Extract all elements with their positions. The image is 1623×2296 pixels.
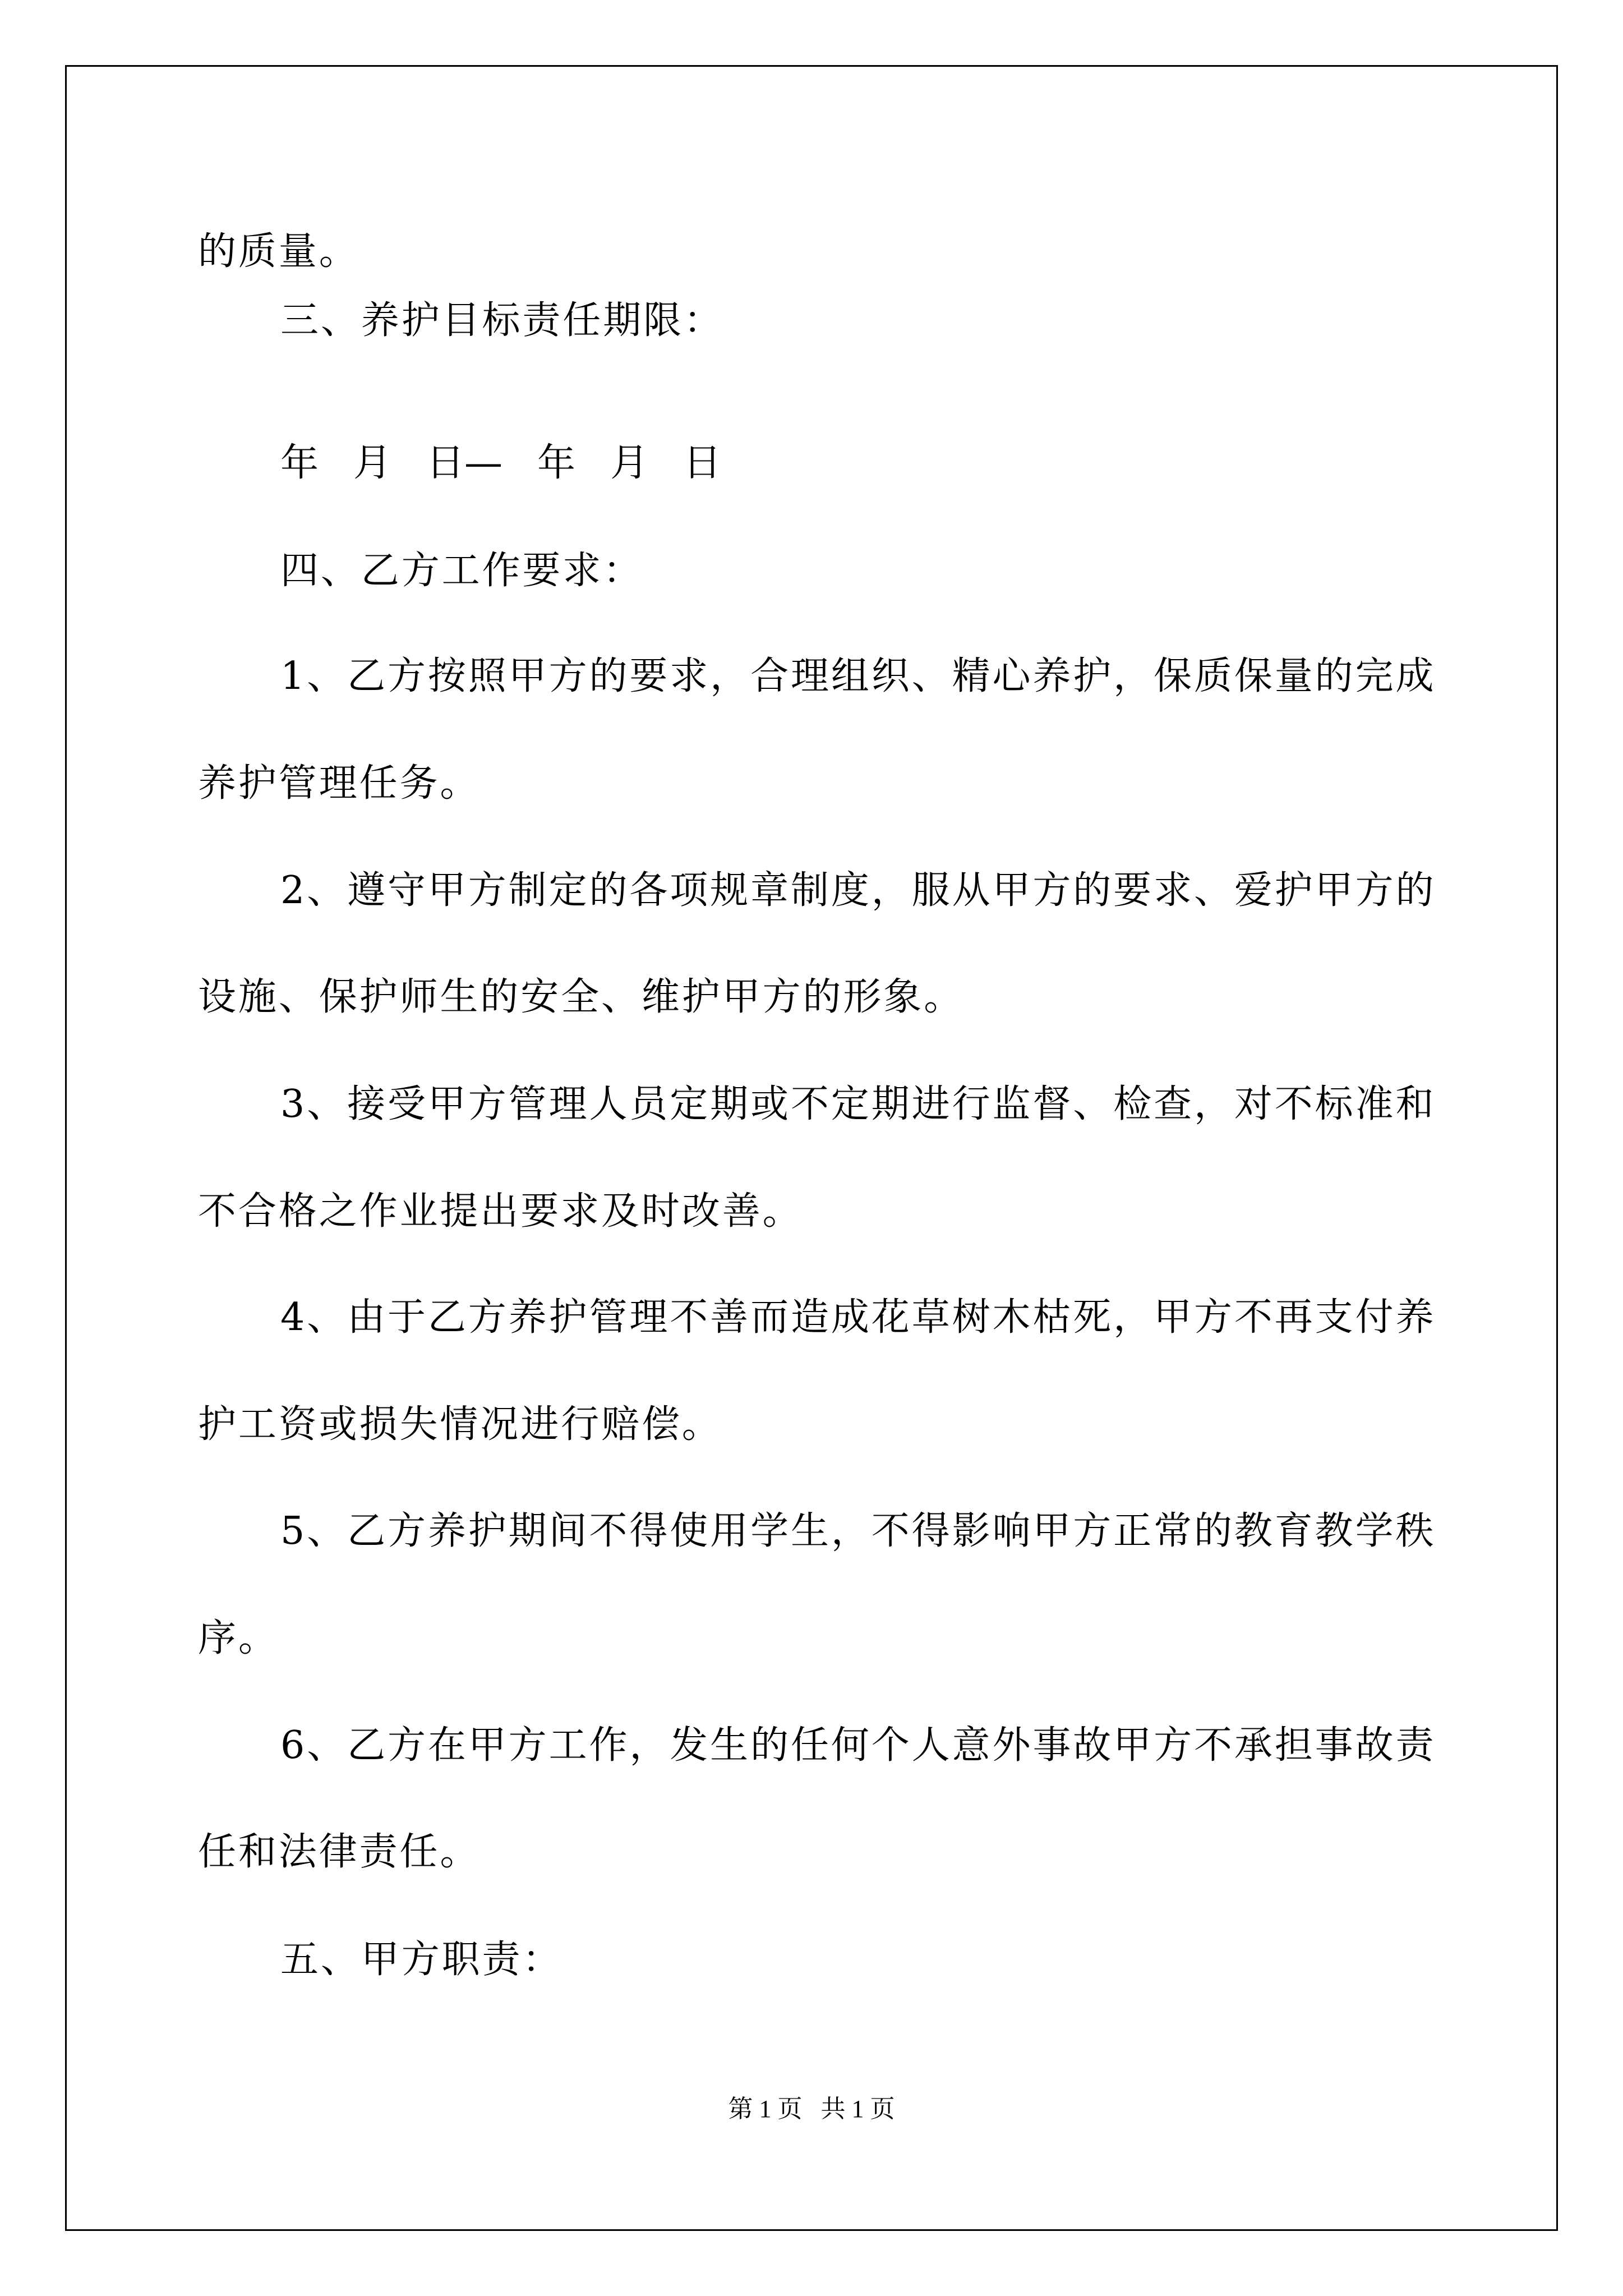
- page-border: [65, 65, 1558, 2231]
- section-three-heading: 三、养护目标责任期限：: [280, 298, 724, 343]
- requirement-1-line-2: 养护管理任务。: [198, 761, 481, 806]
- section-five-heading: 五、甲方职责：: [280, 1938, 563, 1982]
- requirement-3-line-2: 不合格之作业提出要求及时改善。: [198, 1189, 803, 1234]
- text-line-quality-end: 的质量。: [198, 229, 359, 274]
- requirement-4-line-1: 4、由于乙方养护管理不善而造成花草树木枯死，甲方不再支付养: [280, 1295, 1436, 1340]
- date-year-start: 年: [280, 441, 319, 485]
- requirement-2-line-2: 设施、保护师生的安全、维护甲方的形象。: [198, 975, 965, 1019]
- requirement-2-line-1: 2、遵守甲方制定的各项规章制度，服从甲方的要求、爱护甲方的: [280, 868, 1436, 913]
- requirement-5-line-1: 5、乙方养护期间不得使用学生，不得影响甲方正常的教育教学秩: [280, 1509, 1436, 1553]
- date-day-start: 日—: [426, 441, 503, 485]
- date-year-end: 年: [537, 441, 576, 485]
- page-number-footer: 第 1 页 共 1 页: [728, 2095, 895, 2123]
- date-day-end: 日: [683, 441, 722, 485]
- date-range-line: [280, 441, 722, 485]
- requirement-1-line-1: 1、乙方按照甲方的要求，合理组织、精心养护，保质保量的完成: [280, 654, 1436, 698]
- requirement-5-line-2: 序。: [198, 1616, 279, 1660]
- date-month-start: 月: [353, 441, 392, 485]
- requirement-6-line-1: 6、乙方在甲方工作，发生的任何个人意外事故甲方不承担事故责: [280, 1723, 1436, 1768]
- requirement-3-line-1: 3、接受甲方管理人员定期或不定期进行监督、检查，对不标准和: [280, 1082, 1436, 1126]
- requirement-6-line-2: 任和法律责任。: [198, 1830, 481, 1874]
- section-four-heading: 四、乙方工作要求：: [280, 549, 644, 593]
- date-month-end: 月: [610, 441, 649, 485]
- requirement-4-line-2: 护工资或损失情况进行赔偿。: [198, 1402, 722, 1447]
